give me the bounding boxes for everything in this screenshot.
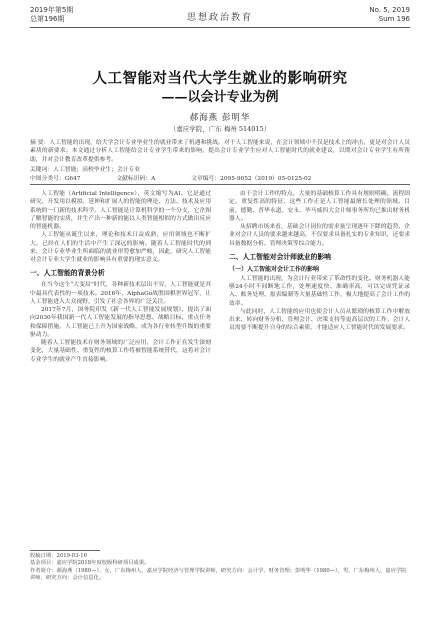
article-subtitle: ——以会计专业为例 <box>161 90 279 105</box>
author-affiliation: （嘉应学院，广东 梅州 514015） <box>169 125 271 133</box>
keywords: 关键词：人工智能；高校毕业生；会计专业 <box>30 167 141 173</box>
section-2-heading: 二、人工智能对会计师就业的影响 <box>229 252 331 261</box>
right-paragraph-2: 从招聘市场来看，基础会计岗位的需求量呈现逐年下降的趋势，企业对会计人员的要求越来越高，不仅要求具备扎实的专业知识，还要求具备数据分析、管理决策等综合能力。 <box>229 224 410 247</box>
header-rule <box>30 27 410 28</box>
fund-info: 基金项目：嘉应学院2018年度校级科研项目成果。 <box>30 560 150 567</box>
section-1-paragraph-1: 在当今这个“大变局”时代，各种新技术层出不穷，人工智能就是其中最具代表性的一项技术。2016年，AlphaGo战胜围棋世界冠军，让人工智能进入大众视野，引发了社会各界的广泛关注。 <box>30 282 211 305</box>
issue-line-en-1: No. 5, 2019 <box>369 6 410 14</box>
left-column <box>30 190 211 364</box>
received-date: 收稿日期：2019-03-16 <box>30 553 88 559</box>
issue-line-2: 总第196期 <box>30 15 65 23</box>
author-bio: 作者简介：郝海燕（1980—），女，广东梅州人，嘉应学院经济与管理学院讲师，研究方向：会计学、财务管理；彭明华（1980—），男，广东梅州人，嘉应学院讲师，研究方向：会计信息化。 <box>30 567 407 581</box>
section-1-paragraph-3: 随着人工智能技术在财务领域的广泛应用，会计工作正在发生深刻变化，大量基础性、重复性的核算工作将被智能系统替代，这将对会计专业学生的就业产生直接影响。 <box>30 340 211 363</box>
article-number: 文章编号：2095-9052（2019）05-0125-02 <box>191 176 312 182</box>
intro-paragraph-1: 人工智能（Artificial Intelligence），英文缩写为AI。它是通过研究、开发用以模拟、延伸和扩展人的智能的理论、方法、技术及应用系统的一门新的技术科学。人工智能是计算机科学的一个分支，它企图了解智能的实质，并生产出一种新的能以人类智能相似的方式做出反应的智能机器。 <box>30 191 211 230</box>
right-column <box>229 190 410 333</box>
footnote-rule <box>30 550 100 551</box>
right-paragraph-1: 由于会计工作的特点，大量的基础核算工作具有规则明确、流程固定、重复性高的特征，这些工作正是人工智能最擅长处理的领域。目前，德勤、普华永道、安永、毕马威四大会计师事务所均已推出财务机器人。 <box>229 191 410 222</box>
journal-section-name: 思想政治教育 <box>186 13 253 23</box>
article-meta <box>30 173 410 182</box>
issue-line-1: 2019年第5期 <box>30 6 74 14</box>
issue-info-en <box>369 6 410 24</box>
abstract: 摘 要：人工智能的出现，给大学会计专业毕业生的就业带来了机遇和挑战。对于人工智能来说，在会计领域中不仅是技术上的冲击，更是对会计人员素质的新要求。本文通过分析人工智能给会计专业学生带来的影响，提出会计专业学生应对人工智能时代的就业建议，以期对会计专业学生有所帮助，并对会计教育改革提供参考。 <box>30 140 410 163</box>
subsection-1-paragraph-2: 与此同时，人工智能的应用也使会计人员从繁琐的核算工作中解放出来，转向财务分析、管理会计、决策支持等更高层次的工作。会计人员需要不断提升自身的综合素质，才能适应人工智能时代的发展要求。 <box>229 308 410 332</box>
document-code: 文献标识码：A <box>116 176 156 182</box>
meta-rule <box>30 184 410 185</box>
section-1-heading: 一、人工智能的背景分析 <box>30 269 105 278</box>
footnote <box>30 553 410 582</box>
clc-number: 中图分类号：G647 <box>30 176 81 182</box>
journal-header <box>0 0 440 52</box>
subsection-1-paragraph-1: 人工智能的出现，为会计行业带来了革命性的变化。财务机器人能够24小时不间断地工作，处理速度快、准确率高，可以完成凭证录入、账务处理、报表编制等大量基础性工作，极大地提高了会计工作的效率。 <box>229 275 410 307</box>
section-1-paragraph-2: 2017年7月，国务院印发《新一代人工智能发展规划》，提出了面向2030年我国新一代人工智能发展的指导思想、战略目标、重点任务和保障措施。人工智能已上升为国家战略，成为各行业转型升级的重要驱动力。 <box>30 307 211 338</box>
intro-paragraph-2: 人工智能从诞生以来，理论和技术日益成熟，应用领域也不断扩大，已经在人们的生活中产生了深远的影响。随着人工智能时代的到来，会计专业毕业生所面临的就业形势愈加严峻，因此，研究人工智能对会计专业大学生就业的影响具有重要的现实意义。 <box>30 232 211 263</box>
article-title: 人工智能对当代大学生就业的影响研究 <box>92 70 348 87</box>
subsection-1-heading: （一）人工智能对会计工作的影响 <box>229 265 320 273</box>
article-authors: 郝海燕 彭明华 <box>189 113 251 123</box>
issue-line-en-2: Sum 196 <box>378 15 410 23</box>
